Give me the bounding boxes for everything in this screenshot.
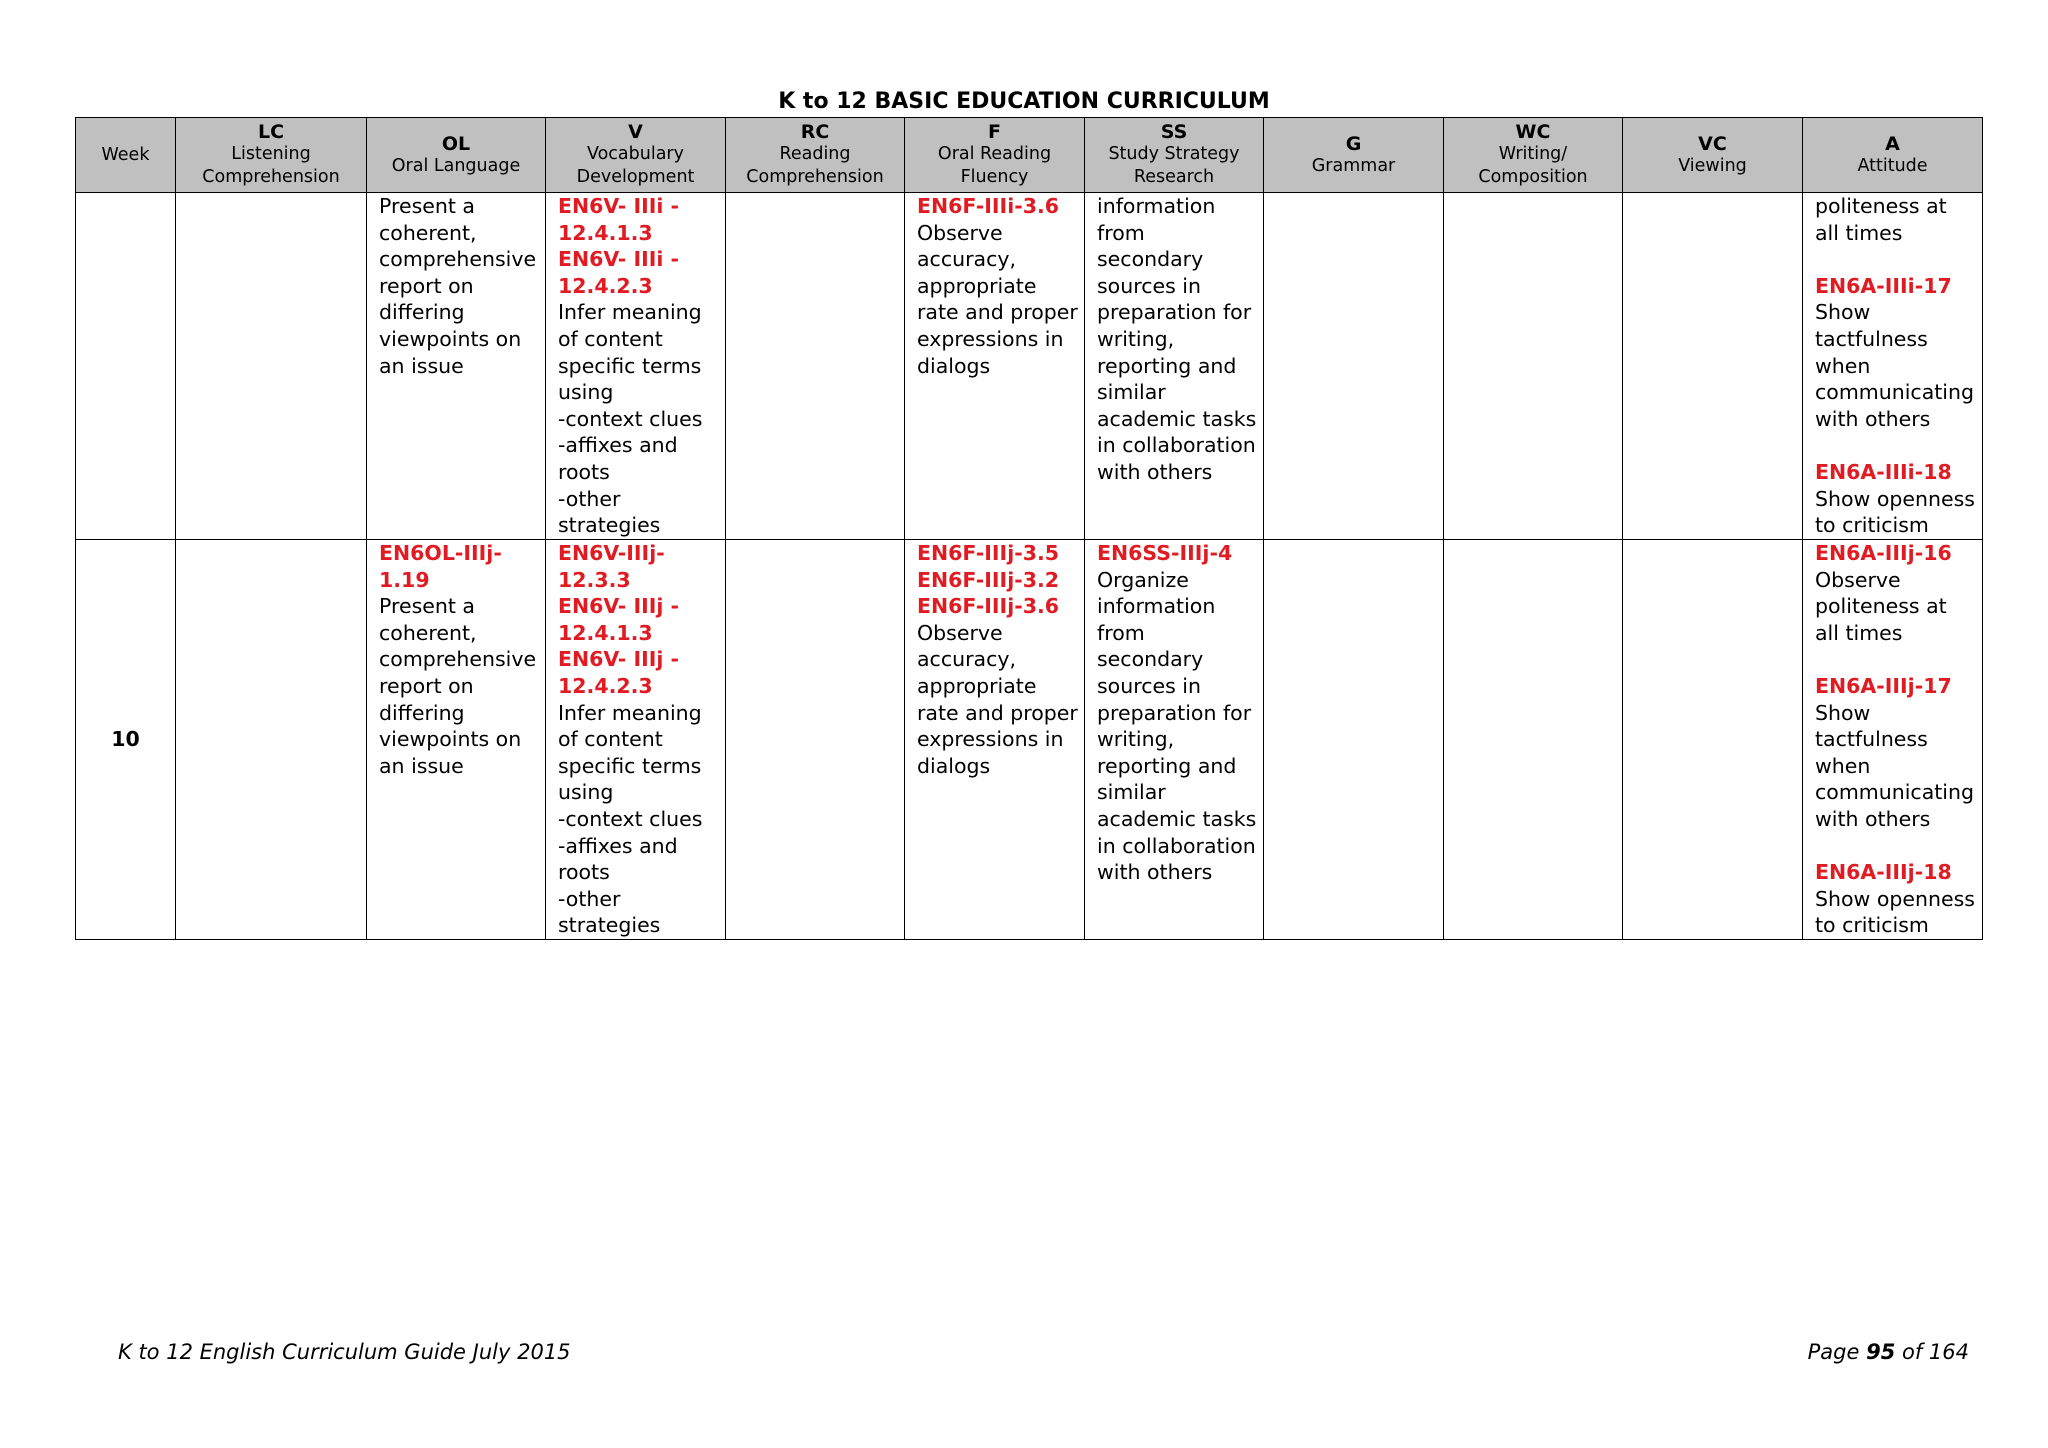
page-title: K to 12 BASIC EDUCATION CURRICULUM <box>778 89 1270 114</box>
header-code: VC <box>1698 132 1727 155</box>
competency-text: politeness at all times <box>1815 194 1947 245</box>
curriculum-table <box>75 117 1983 940</box>
header-code: SS <box>1160 121 1188 143</box>
footer-guide-title: K to 12 English Curriculum Guide July 2015 <box>118 1340 571 1364</box>
cell-f <box>905 193 1085 540</box>
competency-text: Observe accuracy, appropriate rate and proper expressions in dialogs <box>917 620 1078 778</box>
cell-a <box>1803 193 1983 540</box>
competency-text: Infer meaning of content specific terms using <box>558 700 702 805</box>
competency-code: EN6V- IIIj - 12.4.1.3 <box>558 594 679 645</box>
header-ol <box>367 118 546 193</box>
header-vc <box>1623 118 1803 193</box>
header-code: RC <box>800 121 830 143</box>
competency-code: EN6V- IIIi - 12.4.2.3 <box>558 247 679 298</box>
cell-f <box>905 540 1085 940</box>
competency-code: EN6F-IIIj-3.2 <box>917 567 1060 592</box>
header-f <box>905 118 1085 193</box>
competency-code: EN6A-IIIi-17 <box>1815 273 1952 298</box>
table-row <box>76 193 1983 540</box>
table-row <box>76 540 1983 940</box>
header-label: Grammar <box>1311 155 1396 176</box>
header-ss <box>1085 118 1264 193</box>
header-lc <box>176 118 367 193</box>
competency-text: Show openness to criticism <box>1815 486 1975 538</box>
header-label: Reading Comprehension <box>746 144 884 187</box>
cell-vc <box>1623 540 1803 940</box>
header-v <box>546 118 726 193</box>
header-label: Writing/ Composition <box>1478 144 1588 187</box>
page-suffix: of 164 <box>1895 1340 1969 1364</box>
cell-rc <box>726 193 905 540</box>
header-label: Viewing <box>1678 155 1747 176</box>
cell-week <box>76 193 176 540</box>
competency-code: EN6A-IIIj-16 <box>1815 541 1952 565</box>
competency-text: -context clues <box>558 406 703 431</box>
header-code: A <box>1885 132 1900 155</box>
competency-text: Organize information from secondary sources in preparation for writing, reporting and similar academic tasks in collaboration with others <box>1097 567 1257 885</box>
competency-text: Show tactfulness when communicating with others <box>1815 300 1975 431</box>
cell-v <box>546 193 726 540</box>
header-label: Vocabulary Development <box>576 144 695 187</box>
header-g <box>1264 118 1444 193</box>
competency-text: -context clues <box>558 806 703 831</box>
cell-ol <box>367 540 546 940</box>
current-page: 95 <box>1866 1340 1896 1364</box>
competency-text: Show tactfulness when communicating with others <box>1815 700 1975 831</box>
cell-v <box>546 540 726 940</box>
header-label: Oral Reading Fluency <box>937 144 1052 187</box>
competency-code: EN6F-IIIj-3.6 <box>917 594 1060 619</box>
header-label: Listening Comprehension <box>202 144 340 187</box>
competency-code: EN6SS-IIIj-4 <box>1097 541 1233 565</box>
header-wc <box>1444 118 1623 193</box>
cell-g <box>1264 540 1444 940</box>
competency-text: information from secondary sources in preparation for writing, reporting and similar academic tasks in collaboration with others <box>1097 194 1257 484</box>
cell-ss <box>1085 540 1264 940</box>
competency-code: EN6F-IIIi-3.6 <box>917 194 1060 218</box>
cell-ol <box>367 193 546 540</box>
footer-page-number <box>1808 1340 1969 1364</box>
competency-code: EN6A-IIIj-18 <box>1815 860 1952 885</box>
header-code: OL <box>441 132 471 155</box>
cell-a <box>1803 540 1983 940</box>
competency-text: Observe politeness at all times <box>1815 567 1947 645</box>
competency-code: EN6V- IIIj - 12.4.2.3 <box>558 647 679 698</box>
cell-wc <box>1444 540 1623 940</box>
header-rc <box>726 118 905 193</box>
header-code: G <box>1345 132 1362 155</box>
competency-text: Observe accuracy, appropriate rate and proper expressions in dialogs <box>917 220 1078 378</box>
header-label: Attitude <box>1857 155 1928 176</box>
header-row <box>76 118 1983 193</box>
header-label: Study Strategy Research <box>1108 144 1240 187</box>
header-code: LC <box>257 121 285 143</box>
header-code: F <box>988 121 1001 143</box>
competency-code: EN6A-IIIj-17 <box>1815 673 1952 698</box>
competency-text: -affixes and roots <box>558 433 678 484</box>
cell-wc <box>1444 193 1623 540</box>
competency-text: -other strategies <box>558 486 661 538</box>
cell-g <box>1264 193 1444 540</box>
cell-week: 10 <box>76 540 176 940</box>
competency-code: EN6A-IIIi-18 <box>1815 459 1952 484</box>
cell-vc <box>1623 193 1803 540</box>
header-code: V <box>628 121 643 143</box>
header-week: Week <box>76 118 176 193</box>
cell-rc <box>726 540 905 940</box>
header-label: Oral Language <box>391 155 521 176</box>
cell-lc <box>176 193 367 540</box>
competency-text: Show openness to criticism <box>1815 886 1975 938</box>
competency-text: Infer meaning of content specific terms using <box>558 300 702 405</box>
competency-text: Present a coherent, comprehensive report on differing viewpoints on an issue <box>379 594 537 778</box>
competency-text: -affixes and roots <box>558 833 678 885</box>
cell-lc <box>176 540 367 940</box>
competency-code: EN6V- IIIi - 12.4.1.3 <box>558 194 679 245</box>
competency-code: EN6V-IIIj-12.3.3 <box>558 541 665 592</box>
cell-ss <box>1085 193 1264 540</box>
header-a <box>1803 118 1983 193</box>
competency-text: -other strategies <box>558 886 661 938</box>
competency-code: EN6F-IIIj-3.5 <box>917 541 1060 565</box>
competency-text: Present a coherent, comprehensive report on differing viewpoints on an issue <box>379 194 537 378</box>
page-prefix: Page <box>1807 1340 1867 1364</box>
competency-code: EN6OL-IIIj-1.19 <box>379 541 502 592</box>
header-code: WC <box>1515 121 1551 143</box>
